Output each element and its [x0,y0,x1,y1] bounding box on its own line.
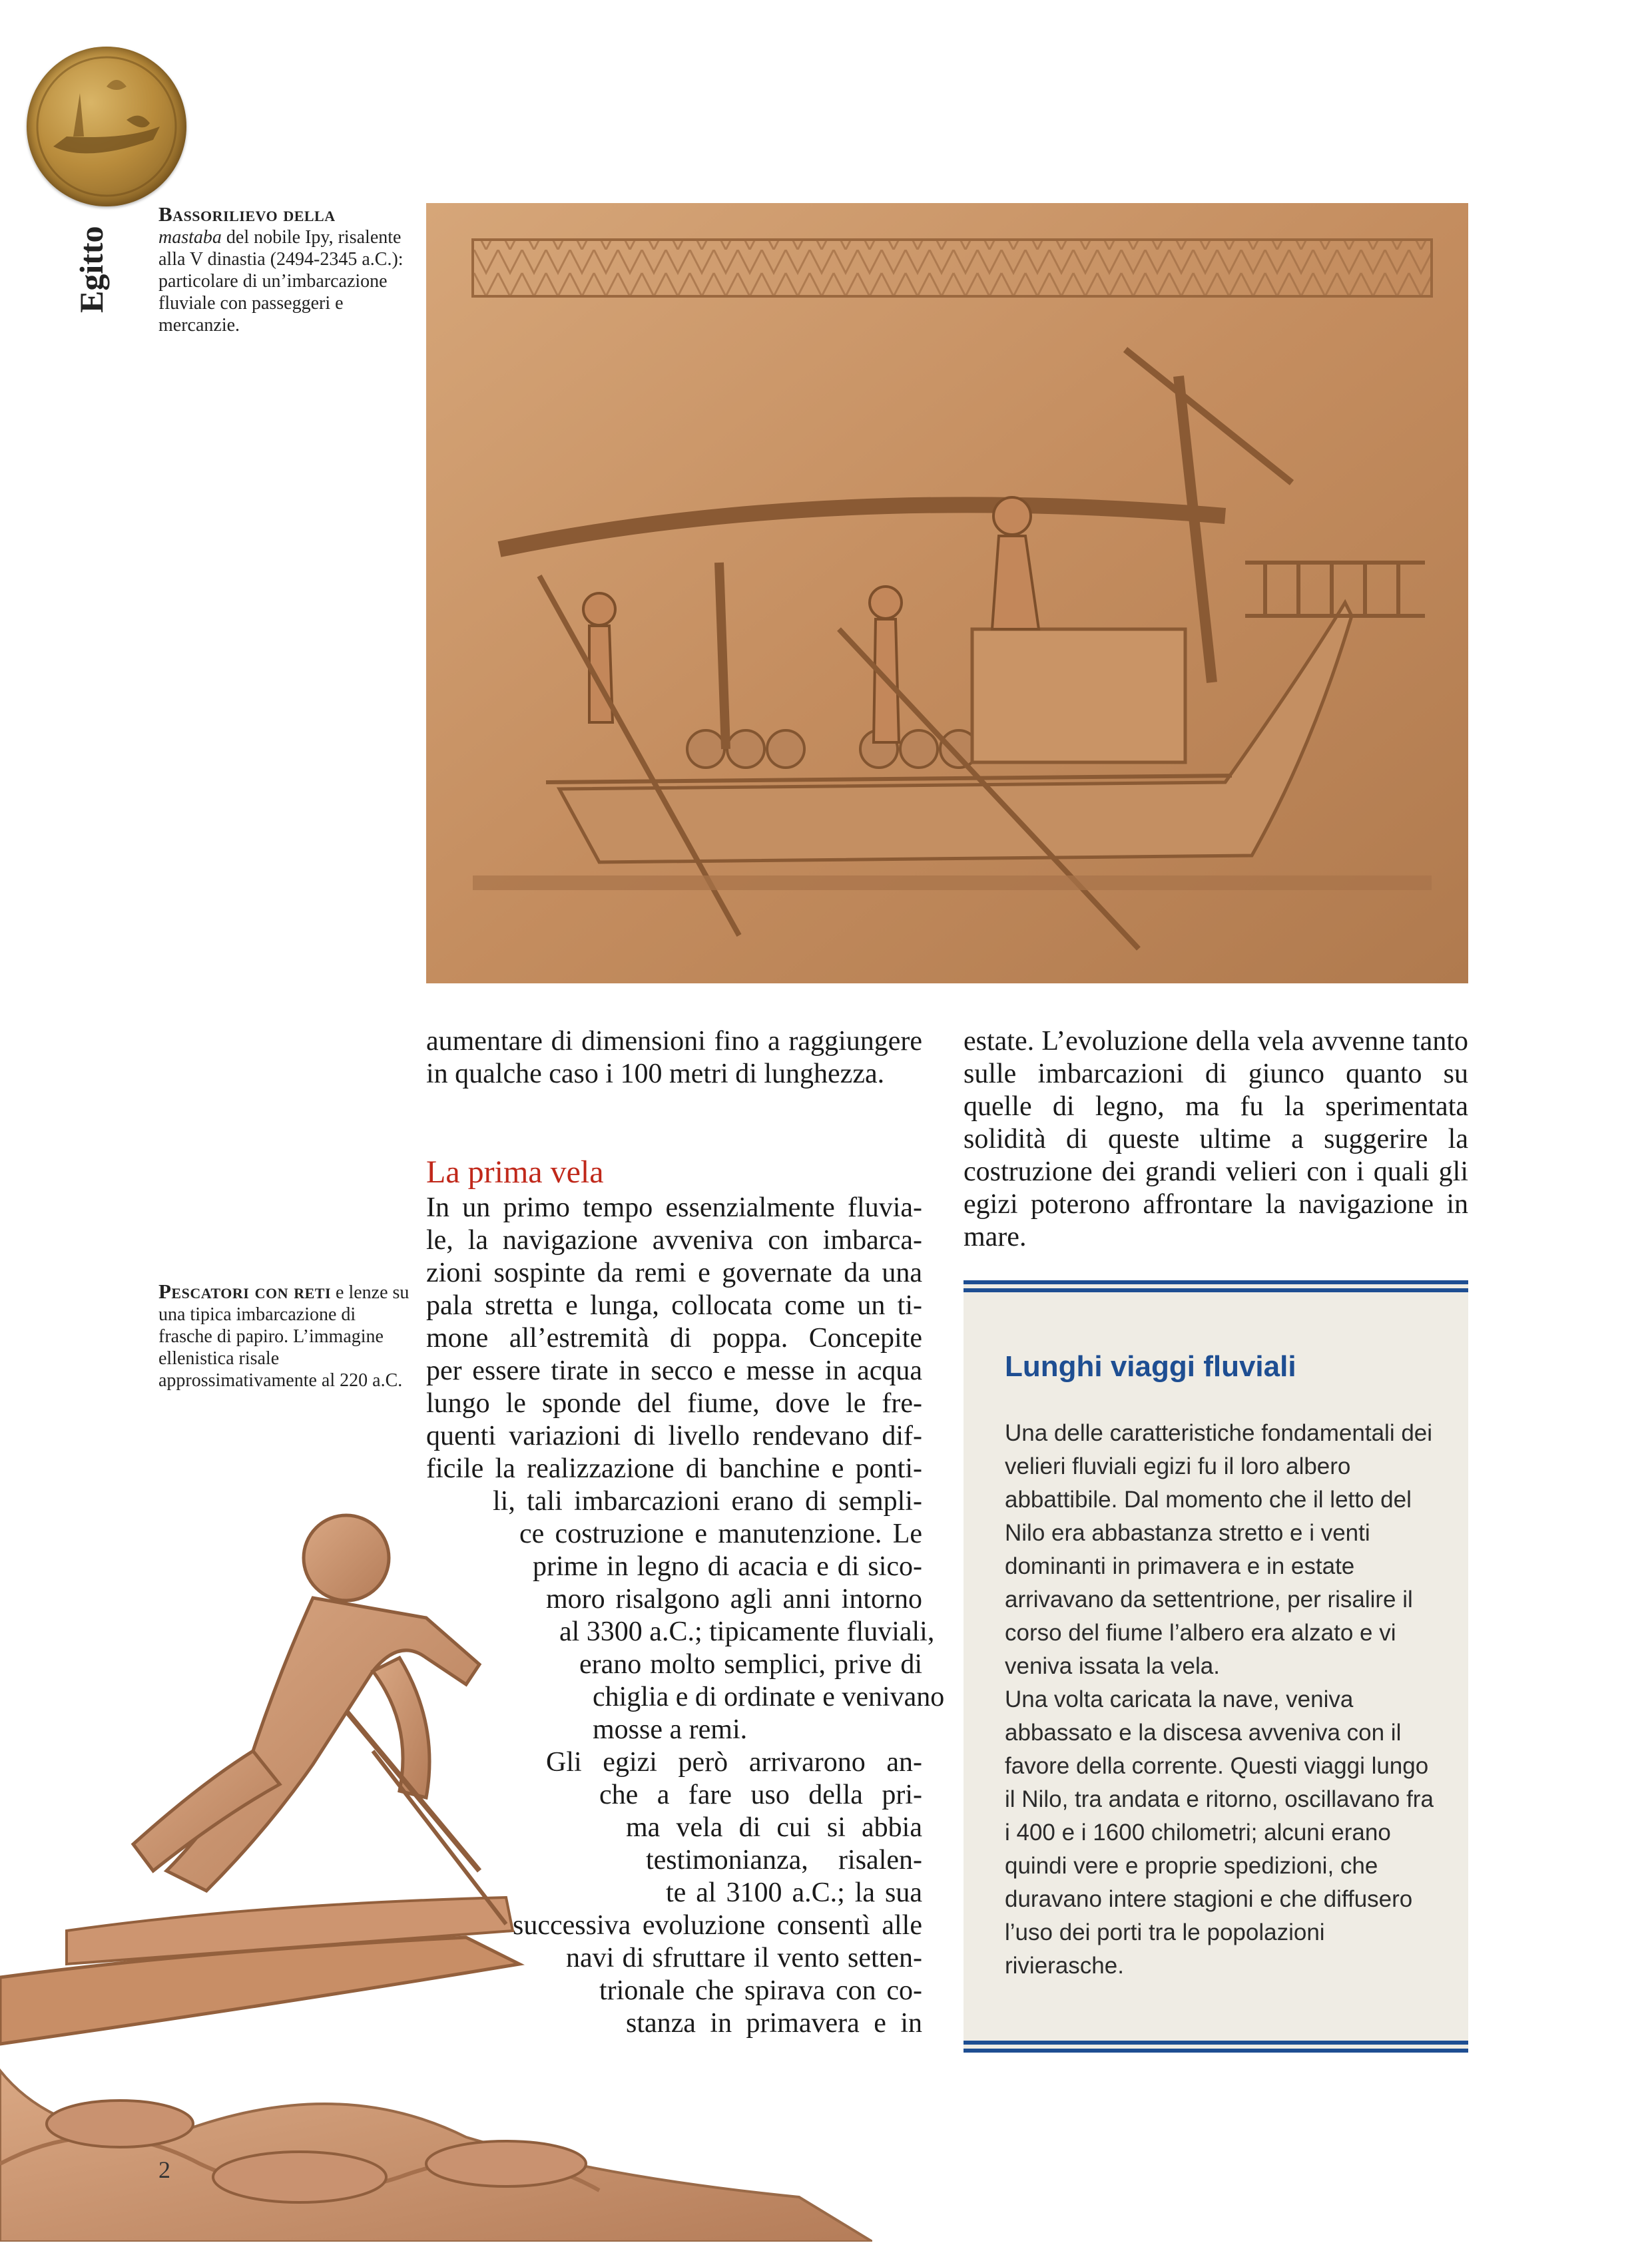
article-line: In un primo tempo essenzialmente fluvia- [426,1192,922,1223]
coin-image [27,47,186,206]
caption-italic: mastaba [158,227,222,248]
page-number: 2 [158,2156,170,2183]
article-line: pala stretta e lunga, collocata come un ti- [426,1290,922,1321]
article-line: al 3300 a.C.; tipicamente fluviali, [559,1617,935,1647]
fishermen-relief-photo [0,1471,872,2242]
sidebar-bottom-rule-2 [964,2049,1468,2053]
sidebar-top-rule-2 [964,1288,1468,1292]
sidebar-paragraph: Una volta caricata la nave, veniva abbassato e la discesa avveniva con il favore della corrente. Questi viaggi lungo il Nilo, tra andata e ritorno, oscillavano fra i 400 e i 1600 chilometri; alcuni erano quindi vere e proprie spedizioni, che duravano intere stagioni e che diffusero l’uso dei porti tra le popolazioni rivierasche. [1005,1686,1434,1979]
article-line: per essere tirate in secco e messe in acqua [426,1356,922,1386]
sidebar-top-rule [964,1280,1468,1284]
article-line: che a fare uso della pri- [599,1780,922,1810]
article-line: ma vela di cui si abbia [626,1812,922,1843]
article-line: trionale che spirava con co- [599,1975,922,2006]
article-line: le, la navigazione avveniva con imbarca- [426,1225,922,1256]
article-line: successiva evoluzione consentì alle [513,1910,922,1941]
sidebar-bottom-rule [964,2041,1468,2045]
sidebar-title: Lunghi viaggi fluviali [1005,1350,1296,1383]
coin-ship-relief [27,47,186,206]
boat-relief-photo [426,203,1468,983]
article-line: prime in legno di acacia e di sico- [533,1551,922,1582]
caption-lead: Bassorilievo della [158,202,336,226]
sidebar-paragraph: Una delle caratteristiche fondamentali dei velieri fluviali egizi fu il loro albero abbattibile. Dal momento che il letto del Nilo era abbastanza stretto e i venti dominanti in primavera e in estate arrivavano da settentrione, per risalire il corso del fiume l’albero era alzato e vi veniva issata la vela. [1005,1420,1433,1679]
article-column-2-text: estate. L’evoluzione della vela avvenne tanto sulle imbarcazioni di giunco quanto su quelle di legno, ma fu la sperimentata solidità di queste ultime a suggerire la costruzione dei grandi velieri con i quali gli egizi poterono affrontare la navigazione in mare. [964,1026,1468,1252]
sidebar-box [964,1280,1468,2053]
photo-caption [158,203,412,336]
article-line: li, tali imbarcazioni erano di sempli- [493,1486,922,1517]
article-line: zioni sospinte da remi e governate da una [426,1258,922,1288]
article-line: moro risalgono agli anni intorno [546,1584,922,1615]
article-column-1-intro: aumentare di dimensioni fino a raggiungere in qualche caso i 100 metri di lunghezza. [426,1026,922,1089]
caption-text: del nobile Ipy, risalente alla V dinastia (2494-2345 a.C.): particolare di un’imbarcazione fluviale con passeggeri e mercanzie. [158,227,404,336]
sidebar-body [1005,1417,1444,1983]
article-line: chiglia e di ordinate e venivano [593,1682,945,1712]
photo-caption-fishermen [158,1280,412,1391]
section-heading: La prima vela [426,1154,604,1190]
article-line: mone all’estremità di poppa. Concepite [426,1323,922,1354]
article-line: ce costruzione e manutenzione. Le [519,1519,922,1549]
article-line: stanza in primavera e in [626,2008,922,2039]
article-line: erano molto semplici, prive di [579,1649,922,1680]
section-label: Egitto [73,226,110,313]
article-line: ficile la realizzazione di banchine e ponti- [426,1453,922,1484]
article-line: mosse a remi. [593,1714,748,1745]
article-line: testimonianza, risalen- [646,1845,922,1875]
caption-lead: Pescatori con reti [158,1280,332,1303]
article-line: navi di sfruttare il vento setten- [566,1943,922,1973]
article-line: te al 3100 a.C.; la sua [666,1877,922,1908]
caption-text: e lenze su una tipica imbarcazione di frasche di papiro. L’immagine ellenistica risale approssimativamente al 220 a.C. [158,1282,410,1391]
article-line: Gli egizi però arrivarono an- [546,1747,922,1778]
article-line: lungo le sponde del fiume, dove le fre- [426,1388,922,1419]
article-line: quenti variazioni di livello rendevano dif- [426,1421,922,1451]
